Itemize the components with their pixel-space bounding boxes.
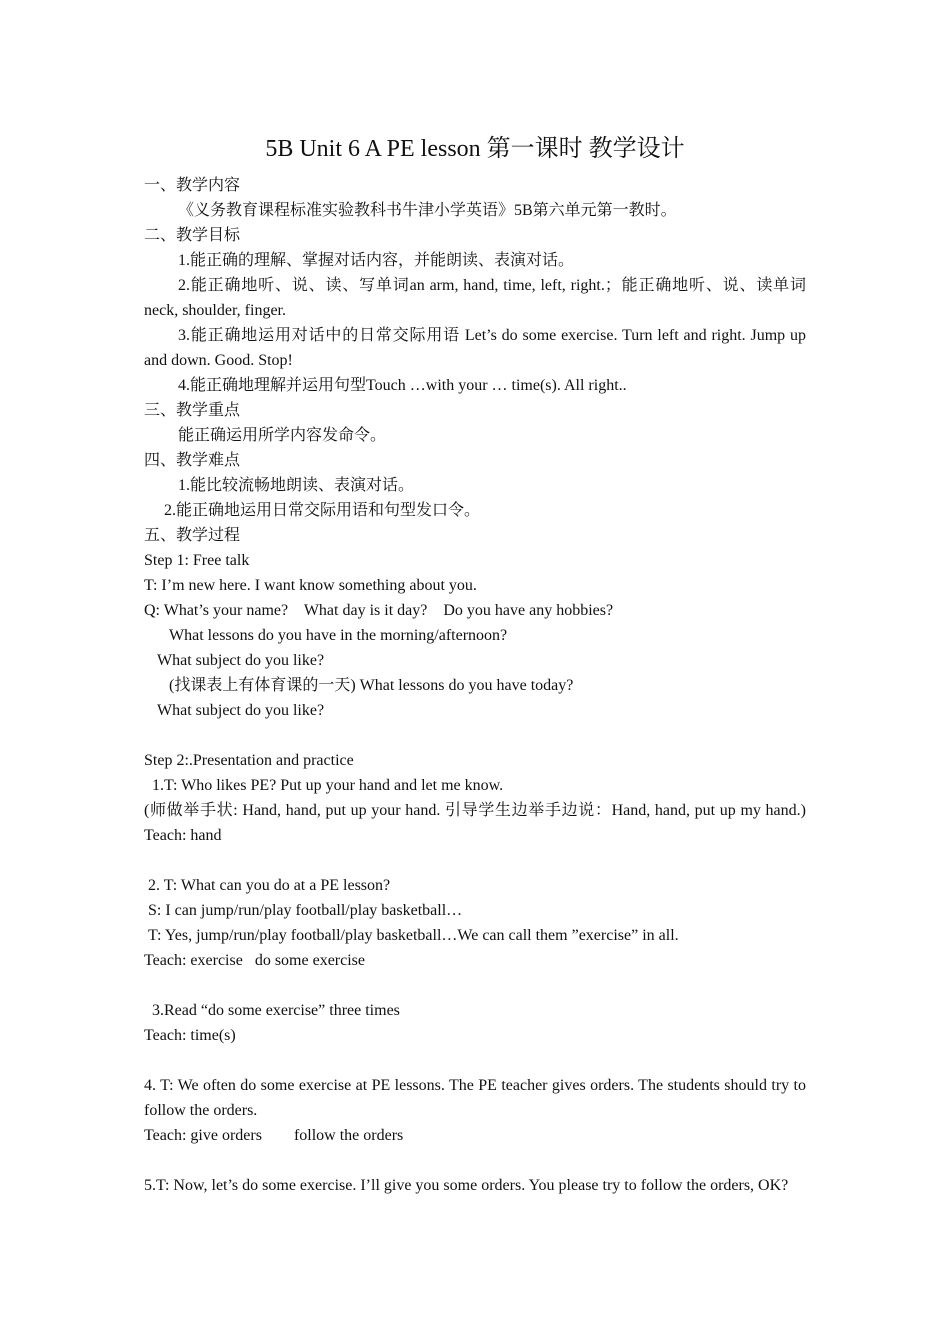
step-heading: Step 1: Free talk	[144, 552, 250, 569]
section-heading-objectives: 二、教学目标	[144, 227, 241, 244]
dialogue-line: What subject do you like?	[157, 652, 325, 669]
dialogue-line: 1.T: Who likes PE? Put up your hand and let me know.	[152, 777, 504, 794]
paragraph: 能正确运用所学内容发命令。	[178, 427, 387, 444]
dialogue-line: Q: What’s your name? What day is it day? Do you have any hobbies?	[144, 602, 614, 619]
blank-line	[144, 1048, 806, 1073]
dialogue-line: 2. T: What can you do at a PE lesson?	[148, 877, 391, 894]
objective-item: 2.能正确地听、说、读、写单词an arm, hand, time, left, right.；能正确地听、说、读单词neck, shoulder, finger.	[144, 277, 806, 319]
blank-line	[144, 848, 806, 873]
section-heading-difficulties: 四、教学难点	[144, 452, 241, 469]
difficulty-item: 2.能正确地运用日常交际用语和句型发口令。	[164, 502, 481, 519]
dialogue-line: What subject do you like?	[157, 702, 325, 719]
paragraph: 《义务教育课程标准实验教科书牛津小学英语》5B第六单元第一教时。	[178, 202, 677, 219]
document-body	[144, 173, 806, 1198]
dialogue-line: S: I can jump/run/play football/play basketball…	[148, 902, 463, 919]
objective-item: 3.能正确地运用对话中的日常交际用语 Let’s do some exercise. Turn left and right. Jump up and down. Good. Stop!	[144, 327, 806, 369]
dialogue-line: 3.Read “do some exercise” three times	[152, 1002, 400, 1019]
dialogue-line: Teach: time(s)	[144, 1027, 236, 1044]
document-title: 5B Unit 6 A PE lesson 第一课时 教学设计	[265, 136, 685, 162]
dialogue-line: 4. T: We often do some exercise at PE lessons. The PE teacher gives orders. The students should try to follow the orders.	[144, 1077, 806, 1119]
blank-line	[144, 723, 806, 748]
section-heading-content: 一、教学内容	[144, 177, 241, 194]
dialogue-line: What lessons do you have in the morning/afternoon?	[169, 627, 508, 644]
blank-line	[144, 1148, 806, 1173]
difficulty-item: 1.能比较流畅地朗读、表演对话。	[178, 477, 415, 494]
dialogue-line: 5.T: Now, let’s do some exercise. I’ll give you some orders. You please try to follow the orders, OK?	[144, 1177, 789, 1194]
dialogue-line: T: I’m new here. I want know something about you.	[144, 577, 477, 594]
objective-item: 4.能正确地理解并运用句型Touch …with your … time(s). All right..	[178, 377, 627, 394]
dialogue-line: (找课表上有体育课的一天) What lessons do you have today?	[169, 677, 574, 694]
objective-item: 1.能正确的理解、掌握对话内容，并能朗读、表演对话。	[178, 252, 575, 269]
section-heading-procedure: 五、教学过程	[144, 527, 241, 544]
dialogue-line: Teach: exercise do some exercise	[144, 952, 365, 969]
dialogue-line: (师做举手状: Hand, hand, put up your hand. 引导学生边举手边说：Hand, hand, put up my hand.) Teach: hand	[144, 802, 806, 844]
step-heading: Step 2:.Presentation and practice	[144, 752, 354, 769]
blank-line	[144, 973, 806, 998]
dialogue-line: T: Yes, jump/run/play football/play basketball…We can call them ”exercise” in all.	[148, 927, 679, 944]
section-heading-key-points: 三、教学重点	[144, 402, 241, 419]
dialogue-line: Teach: give orders follow the orders	[144, 1127, 404, 1144]
